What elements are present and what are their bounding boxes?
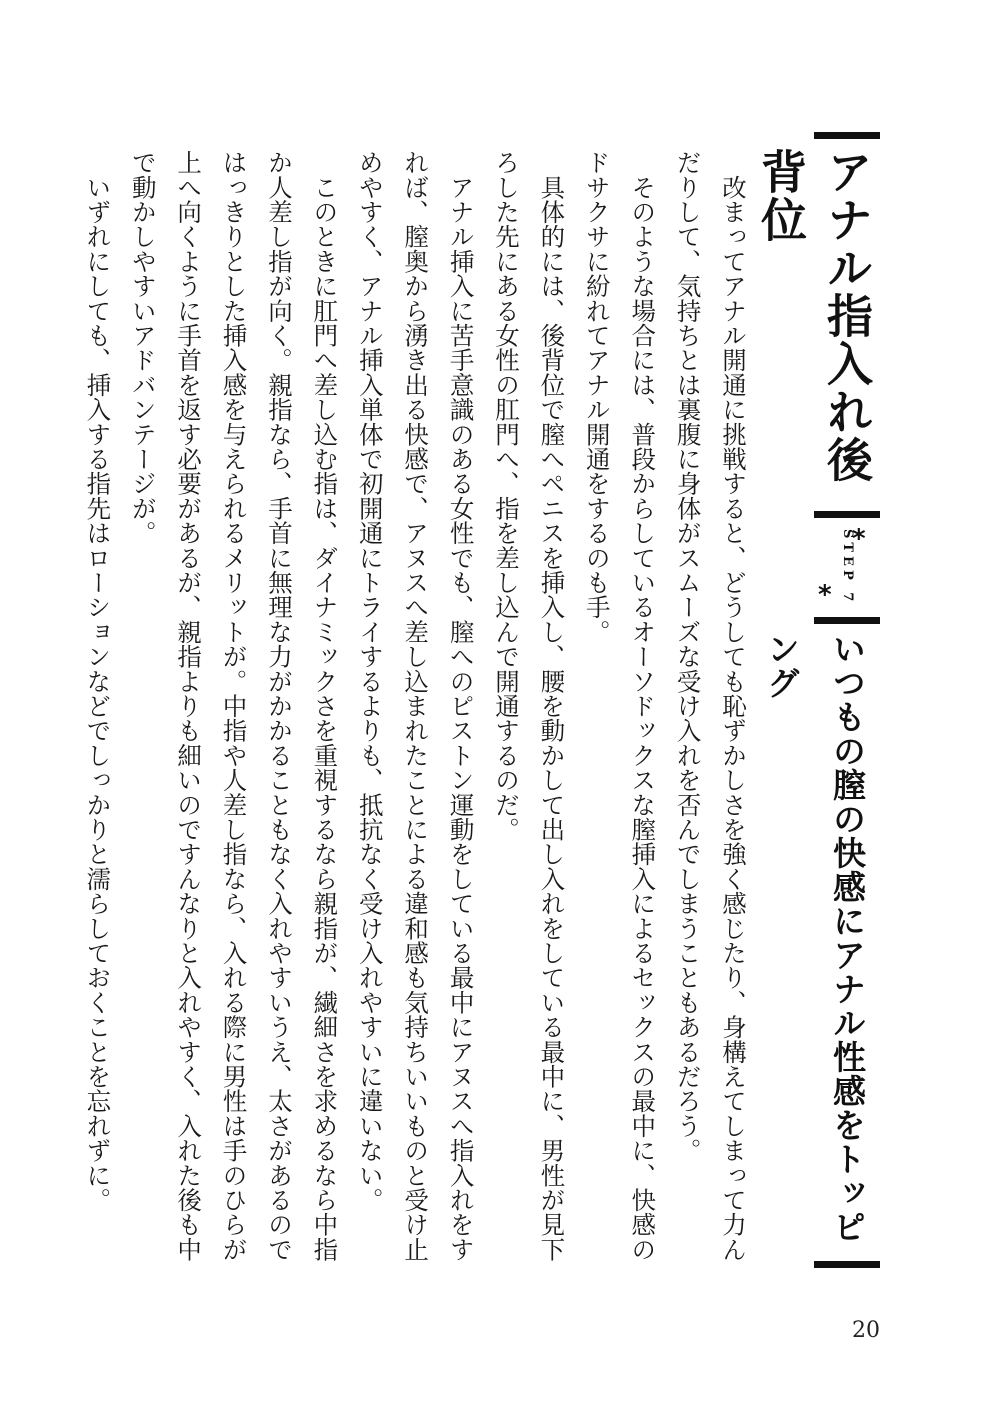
body-text xyxy=(83,150,756,1280)
section-subtitle: いつもの膣の快感にアナル性感をトッピング xyxy=(762,632,867,1244)
step-label: STEP 7 xyxy=(840,528,855,606)
paragraph: このときに肛門へ差し込む指は、ダイナミックさを重視するなら親指が、繊細さを求めるなら中指か人差し指が向く。親指なら、手首に無理な力がかかることもなく入れやすいうえ、太さがあるのではっきりとした挿入感を与えられるメリットが。中指や人差し指なら、入れる際に男性は手のひらが上へ向くように手首を返す必要があるが、親指よりも細いのですんなりと入れやすく、入れた後も中で動かしやすいアドバンテージが。 xyxy=(128,150,340,1262)
paragraph: そのような場合には、普段からしているオーソドックスな膣挿入によるセックスの最中に、快感のドサクサに紛れてアナル開通をするのも手。 xyxy=(582,150,658,1262)
heading-rule-top xyxy=(814,132,880,139)
section-heading xyxy=(754,132,880,1268)
paragraph: アナル挿入に苦手意識のある女性でも、膣へのピストン運動をしている最中にアヌスへ指入れをすれば、膣奥から湧き出る快感で、アヌスへ差し込まれたことによる違和感も気持ちいいものと受け止めやすく、アナル挿入単体で初開通にトライするよりも、抵抗なく受け入れやすいに違いない。 xyxy=(355,150,476,1262)
paragraph: 具体的には、後背位で膣へペニスを挿入し、腰を動かして出し入れをしている最中に、男性が見下ろした先にある女性の肛門へ、指を差し込んで開通するのだ。 xyxy=(491,150,567,1262)
star-icon: * xyxy=(818,580,832,610)
heading-rule-mid-lower xyxy=(814,617,880,624)
heading-rule-mid-upper xyxy=(814,511,880,518)
step-badge xyxy=(814,524,880,610)
paragraph: 改まってアナル開通に挑戦すると、どうしても恥ずかしさを強く感じたり、身構えてしまって力んだりして、気持ちとは裏腹に身体がスムーズな受け入れを否んでしまうこともあるだろう。 xyxy=(673,150,748,1262)
paragraph: いずれにしても、挿入する指先はローションなどでしっかりと濡らしておくことを忘れずに。 xyxy=(83,150,113,1213)
section-title: アナル指入れ後背位 xyxy=(754,148,874,484)
heading-rule-bottom xyxy=(814,1261,880,1268)
star-icon: * xyxy=(852,524,866,554)
page-number: 20 xyxy=(852,1318,880,1343)
